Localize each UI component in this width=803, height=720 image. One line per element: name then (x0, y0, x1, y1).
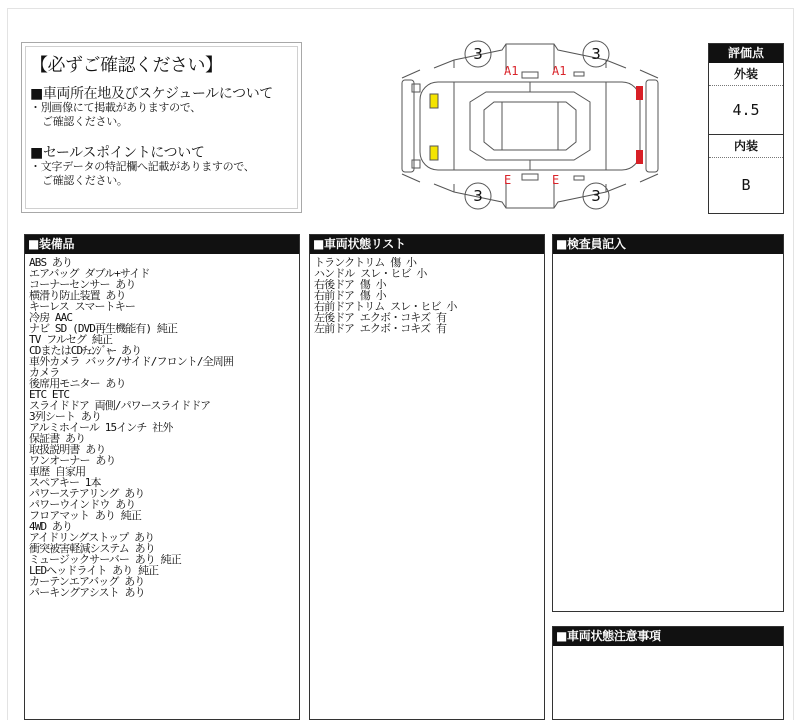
list-item: 左後ドア エクボ・コキズ 有 (314, 312, 447, 323)
list-item: パーキングアシスト あり (29, 587, 145, 598)
list-item: カーテンエアバッグ あり (29, 576, 145, 587)
location-schedule-text (30, 101, 201, 129)
right-rear-red-light-icon (636, 150, 643, 164)
location-schedule-heading: ■車両所在地及びスケジュールについて (30, 86, 273, 102)
list-item: 右前ドアトリム スレ・ヒビ 小 (314, 301, 457, 312)
list-item: 横滑り防止装置 あり (29, 290, 126, 301)
condition-caution-panel (552, 626, 784, 720)
exterior-score: 4.5 (732, 101, 760, 119)
equipment-list (29, 257, 299, 598)
car-damage-diagram (394, 38, 666, 214)
left-front-yellow-light-icon (430, 94, 438, 108)
damage-code-left-rear: A1 (552, 64, 567, 78)
list-item: 取扱説明書 あり (29, 444, 106, 455)
interior-score: B (741, 176, 751, 194)
list-item: アイドリングストップ あり (29, 532, 155, 543)
condition-list-panel (309, 234, 545, 720)
list-item: ABS あり (29, 257, 73, 268)
location-schedule-line2: ご確認ください。 (42, 115, 128, 128)
sales-point-line2: ご確認ください。 (42, 174, 128, 187)
condition-list (314, 257, 544, 334)
list-item: パワーウインドウ あり (29, 499, 136, 510)
list-item: 右前ドア 傷 小 (314, 290, 386, 301)
list-item: エアバッグ ダブル+サイド (29, 268, 150, 279)
list-item: 後席用モニター あり (29, 378, 126, 389)
left-rear-red-light-icon (636, 86, 643, 100)
wheel-mark-top-right: 3 (591, 45, 601, 63)
list-item: 3列シート あり (29, 411, 102, 422)
wheel-mark-bottom-right: 3 (591, 187, 601, 205)
list-item: カメラ (29, 367, 60, 378)
list-item: TV フルセグ 純正 (29, 334, 113, 345)
list-item: ETC ETC (29, 389, 70, 400)
list-item: ワンオーナー あり (29, 455, 116, 466)
list-item: アルミホイール 15インチ 社外 (29, 422, 173, 433)
condition-caution-heading: ■車両状態注意事項 (553, 627, 783, 646)
list-item: 左前ドア エクボ・コキズ 有 (314, 323, 447, 334)
notice-title: 【必ずご確認ください】 (30, 55, 223, 76)
list-item: トランクトリム 傷 小 (314, 257, 417, 268)
inspector-notes-panel (552, 234, 784, 612)
list-item: ハンドル スレ・ヒビ 小 (314, 268, 427, 279)
right-front-yellow-light-icon (430, 146, 438, 160)
list-item: コーナーセンサー あり (29, 279, 136, 290)
list-item: 右後ドア 傷 小 (314, 279, 386, 290)
equipment-heading: ■装備品 (25, 235, 299, 254)
condition-list-heading: ■車両状態リスト (310, 235, 544, 254)
list-item: 保証書 あり (29, 433, 86, 444)
list-item: LEDヘッドライト あり 純正 (29, 565, 159, 576)
interior-label: 内装 (709, 134, 783, 158)
list-item: スペアキー 1本 (29, 477, 101, 488)
damage-code-right-rear: E (552, 173, 560, 187)
list-item: ナビ SD (DVD再生機能有) 純正 (29, 323, 178, 334)
list-item: 4WD あり (29, 521, 73, 532)
list-item: 車外カメラ バック/サイド/フロント/全周囲 (29, 356, 233, 367)
list-item: フロアマット あり 純正 (29, 510, 142, 521)
inspector-notes-heading: ■検査員記入 (553, 235, 783, 254)
wheel-mark-top-left: 3 (473, 45, 483, 63)
list-item: キーレス スマートキー (29, 301, 135, 312)
list-item: CDまたはCDﾁｪﾝｼﾞｬｰ あり (29, 345, 142, 356)
sales-point-line1: ・文字データの特記欄へ記載がありますので、 (30, 160, 255, 173)
list-item: ミュージックサーバー あり 純正 (29, 554, 181, 565)
list-item: 冷房 AAC (29, 312, 73, 323)
location-schedule-line1: ・別画像にて掲載がありますので、 (30, 101, 201, 114)
notice-box (21, 42, 302, 213)
equipment-panel (24, 234, 300, 720)
damage-code-left-front: A1 (504, 64, 519, 78)
list-item: パワーステアリング あり (29, 488, 145, 499)
list-item: 車歴 自家用 (29, 466, 86, 477)
list-item: 衝突被害軽減システム あり (29, 543, 155, 554)
sales-point-text (30, 160, 254, 188)
wheel-mark-bottom-left: 3 (473, 187, 483, 205)
damage-code-right-front: E (504, 173, 512, 187)
exterior-label: 外装 (709, 63, 783, 86)
sales-point-heading: ■セールスポイントについて (30, 145, 205, 161)
grade-heading: 評価点 (709, 44, 783, 63)
list-item: スライドドア 両側/パワースライドドア (29, 400, 211, 411)
grade-box (708, 43, 784, 214)
